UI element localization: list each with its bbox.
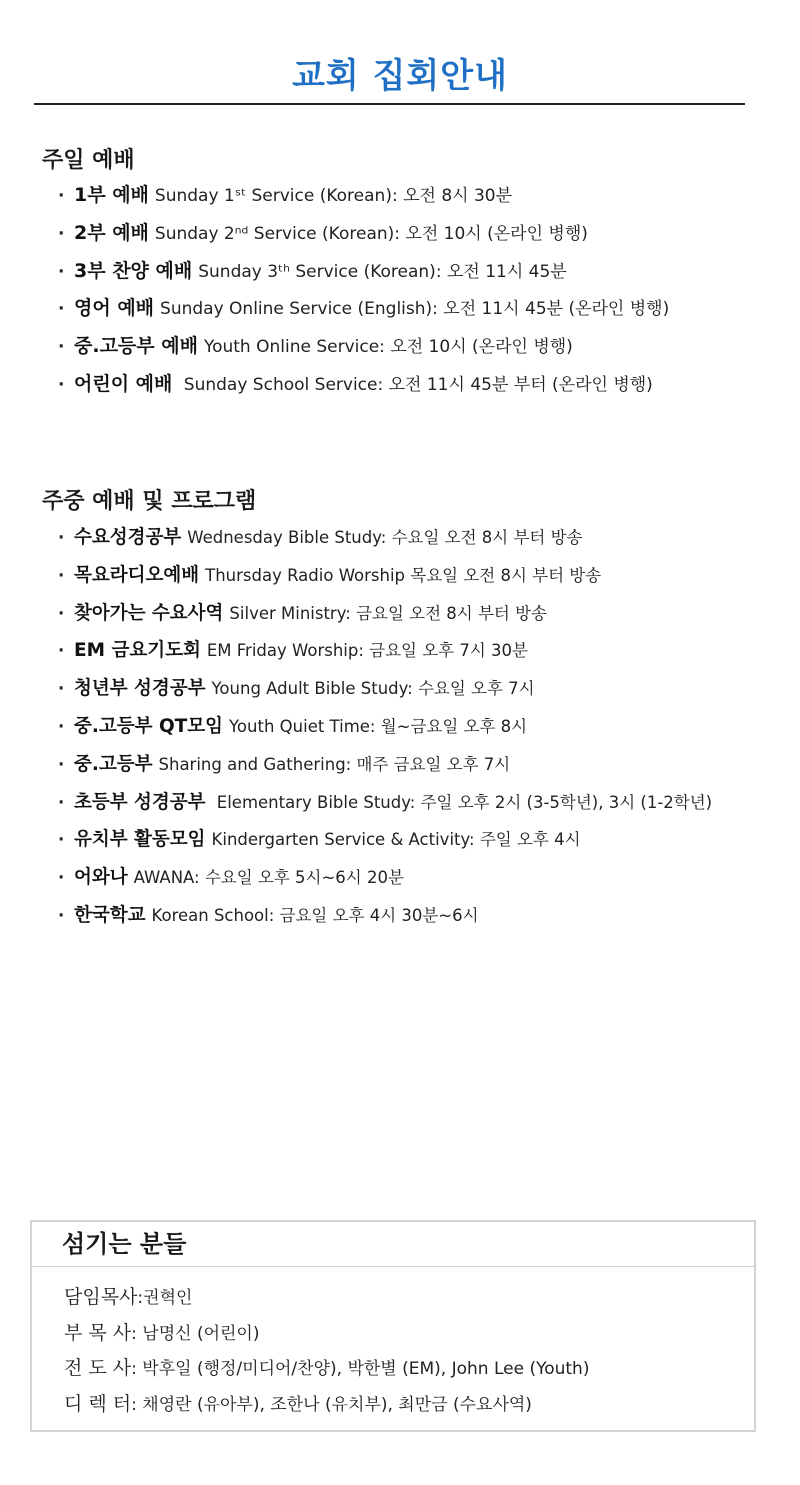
staff-heading: 섬기는 분들: [62, 1230, 187, 1258]
weekday-program-item: [58, 708, 712, 746]
service-name: 1부 예배: [74, 184, 149, 206]
weekday-program-item: [58, 670, 712, 708]
bullet: ·: [58, 565, 65, 585]
staff-role: 담임목사: [64, 1286, 138, 1308]
weekday-program-item: [58, 595, 712, 633]
program-name: 목요라디오예배: [74, 564, 200, 586]
staff-names: : 박후일 (행정/미디어/찬양), 박한별 (EM), John Lee (Youth): [131, 1359, 590, 1379]
bullet: ·: [58, 374, 65, 395]
service-name: 2부 예배: [74, 221, 149, 244]
weekday-section-heading: 주중 예배 및 프로그램: [42, 489, 257, 514]
program-detail: Silver Ministry: 금요일 오전 8시 부터 방송: [229, 603, 547, 623]
bullet: ·: [58, 261, 65, 282]
program-name: 청년부 성경공부: [74, 678, 206, 700]
service-detail: Sunday Online Service (English): 오전 11시 45분 (온라인 병행): [160, 299, 670, 320]
weekday-program-item: [58, 784, 712, 822]
program-detail: Thursday Radio Worship 목요일 오전 8시 부터 방송: [205, 565, 602, 585]
bullet: ·: [58, 299, 65, 320]
staff-box: [30, 1220, 756, 1432]
program-name: 한국학교: [74, 904, 146, 926]
service-detail: Youth Online Service: 오전 10시 (온라인 병행): [203, 337, 573, 358]
bullet: ·: [58, 830, 65, 850]
bullet: ·: [58, 679, 65, 699]
staff-names: : 채영란 (유아부), 조한나 (유치부), 최만금 (수요사역): [131, 1394, 532, 1415]
weekday-program-list: [58, 519, 712, 935]
weekday-program-item: [58, 519, 712, 557]
weekday-program-item: [58, 746, 712, 784]
bullet: ·: [58, 186, 65, 206]
title-divider: [34, 103, 745, 105]
bullet: ·: [58, 641, 65, 661]
program-name: 어와나: [74, 867, 128, 889]
service-detail: Sunday 3ᵗʰ Service (Korean): 오전 11시 45분: [198, 261, 567, 282]
service-name: 어린이 예배: [74, 372, 173, 395]
sunday-service-item: [58, 366, 669, 404]
bullet: ·: [58, 223, 65, 244]
bullet: ·: [58, 792, 65, 812]
program-name: 중.고등부: [74, 753, 153, 775]
sunday-service-list: [58, 177, 669, 404]
sunday-service-item: [58, 328, 669, 366]
program-name: 유치부 활동모임: [74, 829, 206, 851]
program-name: 중.고등부 QT모임: [74, 715, 224, 737]
bullet: ·: [58, 603, 65, 623]
program-name: 초등부 성경공부: [74, 791, 206, 813]
staff-list: [64, 1280, 589, 1422]
service-name: 영어 예배: [74, 297, 155, 320]
page-title: 교회 집회안내: [292, 56, 508, 96]
weekday-program-item: [58, 821, 712, 859]
sunday-service-item: [58, 253, 669, 291]
sunday-section-heading: 주일 예배: [42, 148, 135, 173]
staff-names: :권혁인: [137, 1288, 193, 1308]
program-name: EM 금요기도회: [74, 640, 201, 662]
weekday-program-item: [58, 557, 712, 595]
staff-role: 디 렉 터: [64, 1392, 132, 1415]
bullet: ·: [58, 337, 65, 358]
staff-names: : 남명신 (어린이): [131, 1323, 260, 1344]
staff-role: 부 목 사: [64, 1321, 132, 1344]
weekday-program-item: [58, 859, 712, 897]
staff-divider: [32, 1266, 754, 1267]
staff-item: [64, 1280, 589, 1316]
program-detail: Elementary Bible Study: 주일 오후 2시 (3-5학년), 3시 (1-2학년): [211, 792, 713, 812]
program-detail: Youth Quiet Time: 월~금요일 오후 8시: [229, 716, 528, 736]
service-name: 3부 찬양 예배: [74, 259, 193, 282]
bullet: ·: [58, 528, 65, 547]
sunday-service-item: [58, 215, 669, 253]
staff-role: 전 도 사: [64, 1357, 132, 1379]
program-detail: EM Friday Worship: 금요일 오후 7시 30분: [206, 641, 528, 661]
program-detail: Sharing and Gathering: 매주 금요일 오후 7시: [158, 754, 511, 774]
program-detail: Young Adult Bible Study: 수요일 오후 7시: [211, 679, 535, 699]
service-detail: Sunday School Service: 오전 11시 45분 부터 (온라인 병행): [178, 374, 653, 395]
sunday-service-item: [58, 177, 669, 215]
bullet: ·: [58, 905, 65, 925]
service-detail: Sunday 2ⁿᵈ Service (Korean): 오전 10시 (온라인 병행): [154, 223, 588, 244]
staff-item: [64, 1316, 589, 1352]
program-detail: AWANA: 수요일 오후 5시~6시 20분: [133, 868, 404, 888]
weekday-program-item: [58, 632, 712, 670]
program-detail: Wednesday Bible Study: 수요일 오전 8시 부터 방송: [187, 528, 583, 547]
program-name: 찾아가는 수요사역: [74, 602, 224, 624]
program-detail: Kindergarten Service & Activity: 주일 오후 4시: [211, 830, 581, 850]
bullet: ·: [58, 868, 65, 888]
weekday-program-item: [58, 897, 712, 935]
program-name: 수요성경공부: [74, 527, 182, 548]
program-detail: Korean School: 금요일 오후 4시 30분~6시: [151, 905, 479, 925]
bullet: ·: [58, 754, 65, 774]
service-detail: Sunday 1ˢᵗ Service (Korean): 오전 8시 30분: [154, 186, 513, 206]
bullet: ·: [58, 716, 65, 736]
sunday-service-item: [58, 290, 669, 328]
service-name: 중.고등부 예배: [74, 335, 198, 358]
staff-item: [64, 1387, 589, 1423]
staff-item: [64, 1351, 589, 1387]
